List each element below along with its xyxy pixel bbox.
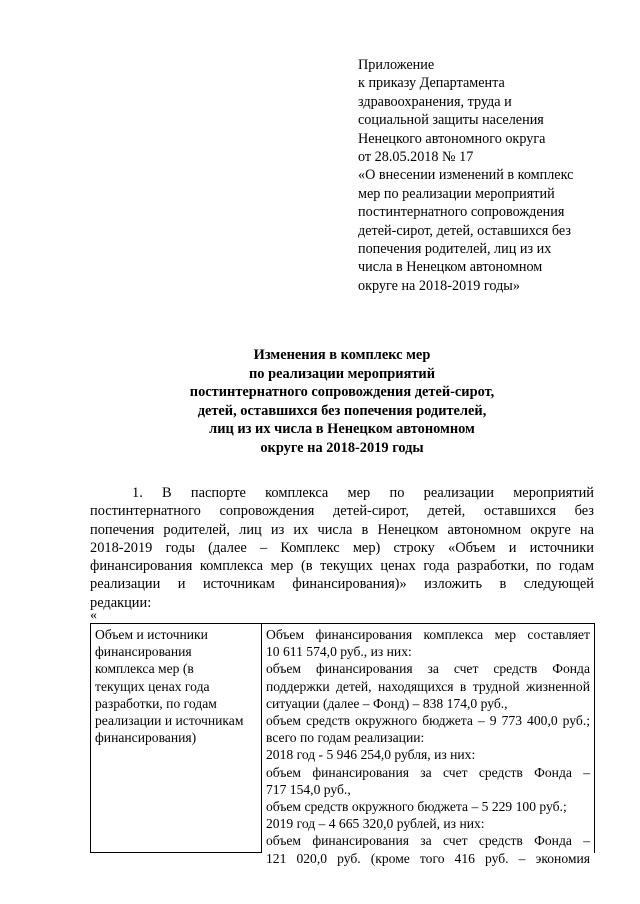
opening-quote: « [90,608,97,623]
title-line: Изменения в комплекс мер [253,347,431,363]
appendix-block [358,56,608,295]
title-line: по реализации мероприятий [248,365,436,382]
cell-line: объем средств окружного бюджета – 9 773 400,0 руб.; [266,713,590,729]
cell-line: финансирования [95,644,192,660]
appendix-line: «О внесении изменений в комплекс [358,167,574,184]
cell-line: комплекса мер (в [95,661,194,677]
cell-line: объем финансирования за счет средств Фонда – [266,833,590,849]
cell-line: объем средств окружного бюджета – 5 229 100 руб.; [266,799,567,815]
financing-table [90,623,595,866]
cell-line: 2019 год – 4 665 320,0 рублей, из них: [266,816,485,832]
cell-line: 717 154,0 руб., [266,781,351,797]
paragraph-line: реализации и источникам финансирования)» изложить в следующей [90,576,594,593]
appendix-line: попечения родителей, лиц из их [358,241,552,258]
cell-line: финансирования) [95,730,197,746]
appendix-line: детей-сирот, детей, оставшихся без [358,222,571,239]
appendix-line: округе на 2018-2019 годы» [358,277,520,294]
cell-line: 2018 год - 5 946 254,0 рубля, из них: [266,747,476,763]
paragraph-line: 1. В паспорте комплекса мер по реализации мероприятий [132,485,594,501]
row-value-cell [262,624,595,866]
cell-line: разработки, по годам [95,695,217,711]
appendix-line: к приказу Департамента [358,75,505,92]
paragraph-1 [90,484,594,612]
cell-line: ситуации (далее – Фонд) – 838 174,0 руб., [266,695,508,711]
cell-line: всего по годам реализации: [266,730,425,746]
paragraph-line: 2018-2019 годы (далее – Комплекс мер) строку «Объем и источники [90,539,594,556]
document-title [90,346,594,458]
appendix-line: социальной защиты населения [358,112,544,129]
row-label-cell [91,624,262,853]
paragraph-line: постинтернатного сопровождения детей-сирот, детей, оставшихся без [90,503,594,520]
cell-line: поддержки детей, находящихся в трудной жизненной [266,678,590,694]
appendix-line: мер по реализации мероприятий [358,185,555,202]
appendix-line: Ненецкого автономного округа [358,130,546,147]
title-line: постинтернатного сопровождения детей-сирот, [189,384,495,401]
cell-line: текущих ценах года [95,678,210,694]
table-row [91,624,595,853]
cell-line: 121 020,0 руб. (кроме того 416 руб. – экономия [266,850,590,866]
title-line: детей, оставшихся без попечения родителей, [197,402,487,419]
cell-line: Объем финансирования комплекса мер составляет [266,627,590,642]
appendix-line: числа в Ненецком автономном [358,259,543,276]
title-line: округе на 2018-2019 годы [260,439,424,456]
cell-line: объем финансирования за счет средств Фонда – [266,764,590,780]
cell-line: 10 611 574,0 руб., из них: [266,644,412,660]
paragraph-line: финансирования комплекса мер (в текущих ценах года разработки, по годам [90,558,594,575]
title-line: лиц из их числа в Ненецком автономном [209,421,475,438]
appendix-line: здравоохранения, труда и [358,93,512,110]
cell-line: реализации и источникам [95,713,244,729]
appendix-line: Приложение [358,57,435,73]
cell-line: Объем и источники [95,627,208,642]
cell-line: объем финансирования за счет средств Фонда [266,661,590,677]
paragraph-line: попечения родителей, лиц из их числа в Ненецком автономном округе на [90,521,594,538]
appendix-line: постинтернатного сопровождения [358,204,565,221]
paragraph-line: редакции: [90,594,152,611]
appendix-line: от 28.05.2018 № 17 [358,149,474,166]
